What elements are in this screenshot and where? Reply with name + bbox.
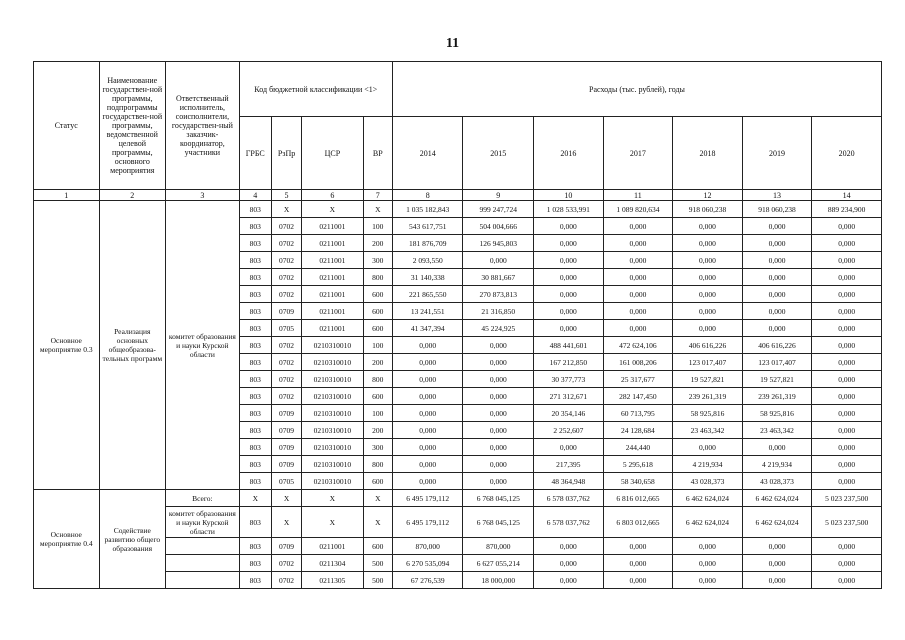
table-cell: 500 xyxy=(363,572,392,589)
table-cell: 0,000 xyxy=(534,286,604,303)
table-cell: 0702 xyxy=(271,555,301,572)
table-cell: 6 816 012,665 xyxy=(603,490,673,507)
table-cell: 6 578 037,762 xyxy=(534,507,604,538)
table-cell: 167 212,850 xyxy=(534,354,604,371)
table-cell: 406 616,226 xyxy=(742,337,812,354)
table-cell: 48 364,948 xyxy=(534,473,604,490)
header-year: 2019 xyxy=(742,117,812,190)
column-number-row xyxy=(34,190,882,201)
table-cell: 0210310010 xyxy=(302,456,364,473)
table-cell: 0702 xyxy=(271,252,301,269)
table-cell: 23 463,342 xyxy=(742,422,812,439)
table-cell: 0,000 xyxy=(392,473,463,490)
table-cell: 803 xyxy=(239,235,271,252)
table-cell: 31 140,338 xyxy=(392,269,463,286)
header-year: 2018 xyxy=(673,117,743,190)
header-grbs: ГРБС xyxy=(239,117,271,190)
table-cell: 0,000 xyxy=(463,456,534,473)
column-number-cell: 10 xyxy=(534,190,604,201)
table-cell: 488 441,601 xyxy=(534,337,604,354)
table-cell: 0,000 xyxy=(603,538,673,555)
table-cell: 161 008,206 xyxy=(603,354,673,371)
table-cell: 0709 xyxy=(271,538,301,555)
table-cell: 0,000 xyxy=(812,422,882,439)
table-cell: 0,000 xyxy=(392,405,463,422)
table-cell: 300 xyxy=(363,252,392,269)
table-cell: 0709 xyxy=(271,405,301,422)
header-name: Наименование государствен-ной программы, подпрограммы государствен-ной программы, ведомственной целевой программы, основного мероприятия xyxy=(99,62,166,190)
table-cell: 0,000 xyxy=(603,252,673,269)
table-cell: 2 093,550 xyxy=(392,252,463,269)
table-cell: 0,000 xyxy=(812,286,882,303)
empty-cell xyxy=(166,572,240,589)
table-cell: 0211305 xyxy=(302,572,364,589)
table-cell: 0709 xyxy=(271,422,301,439)
table-cell: 0,000 xyxy=(673,572,743,589)
table-cell: 0,000 xyxy=(463,405,534,422)
table-cell: 0,000 xyxy=(673,555,743,572)
table-cell: 600 xyxy=(363,286,392,303)
budget-expenses-table xyxy=(33,61,882,589)
column-number-cell: 3 xyxy=(166,190,240,201)
table-cell: 0,000 xyxy=(603,235,673,252)
table-cell: 0,000 xyxy=(534,538,604,555)
table-cell: 800 xyxy=(363,269,392,286)
table-cell: 870,000 xyxy=(392,538,463,555)
header-year: 2016 xyxy=(534,117,604,190)
table-cell: 0210310010 xyxy=(302,405,364,422)
empty-cell xyxy=(166,538,240,555)
table-cell: 0702 xyxy=(271,354,301,371)
table-cell: 0211001 xyxy=(302,303,364,320)
table-cell: 999 247,724 xyxy=(463,201,534,218)
table-cell: 0,000 xyxy=(812,303,882,320)
table-cell: 0,000 xyxy=(392,388,463,405)
table-cell: 100 xyxy=(363,337,392,354)
table-cell: 0211304 xyxy=(302,555,364,572)
table-cell: 0,000 xyxy=(534,555,604,572)
table-cell: 0,000 xyxy=(534,252,604,269)
table-cell: 543 617,751 xyxy=(392,218,463,235)
table-cell: 0,000 xyxy=(742,320,812,337)
table-row-total xyxy=(34,490,882,507)
table-cell: 2 252,607 xyxy=(534,422,604,439)
table-cell: 217,395 xyxy=(534,456,604,473)
table-cell: 0,000 xyxy=(812,456,882,473)
table-cell: 0,000 xyxy=(463,388,534,405)
table-cell: 803 xyxy=(239,252,271,269)
table-cell: 0,000 xyxy=(812,354,882,371)
table-cell: 0211001 xyxy=(302,320,364,337)
table-cell: 6 462 624,024 xyxy=(673,507,743,538)
table-cell: 0,000 xyxy=(534,303,604,320)
column-number-cell: 7 xyxy=(363,190,392,201)
table-cell: 20 354,146 xyxy=(534,405,604,422)
table-cell: 200 xyxy=(363,235,392,252)
total-label-cell: Всего: xyxy=(166,490,240,507)
table-cell: 0,000 xyxy=(603,320,673,337)
column-number-cell: 11 xyxy=(603,190,673,201)
table-cell: 0,000 xyxy=(534,218,604,235)
table-cell: 0702 xyxy=(271,269,301,286)
table-cell: 0,000 xyxy=(812,320,882,337)
table-cell: 0,000 xyxy=(534,439,604,456)
table-cell: 0,000 xyxy=(742,252,812,269)
table-cell: 126 945,803 xyxy=(463,235,534,252)
table-cell: 0702 xyxy=(271,388,301,405)
table-cell: 803 xyxy=(239,405,271,422)
page-number: 11 xyxy=(445,36,460,51)
table-cell: 6 462 624,024 xyxy=(742,507,812,538)
table-cell: 1 035 182,843 xyxy=(392,201,463,218)
table-cell: X xyxy=(363,201,392,218)
table-body xyxy=(34,201,882,589)
table-cell: 0,000 xyxy=(742,286,812,303)
column-number-cell: 4 xyxy=(239,190,271,201)
header-vr: ВР xyxy=(363,117,392,190)
header-budget-code: Код бюджетной классификации <1> xyxy=(239,62,392,117)
table-cell: 0,000 xyxy=(673,252,743,269)
table-cell: 239 261,319 xyxy=(673,388,743,405)
table-cell: 0,000 xyxy=(812,405,882,422)
table-cell: 0702 xyxy=(271,572,301,589)
table-cell: 0210310010 xyxy=(302,473,364,490)
table-cell: 803 xyxy=(239,371,271,388)
table-cell: 0,000 xyxy=(742,572,812,589)
column-number-cell: 9 xyxy=(463,190,534,201)
table-cell: 0,000 xyxy=(463,422,534,439)
table-cell: 803 xyxy=(239,218,271,235)
table-cell: 0,000 xyxy=(673,303,743,320)
table-cell: X xyxy=(302,507,364,538)
table-cell: 6 495 179,112 xyxy=(392,490,463,507)
table-cell: 5 023 237,500 xyxy=(812,490,882,507)
header-year: 2015 xyxy=(463,117,534,190)
table-cell: X xyxy=(363,507,392,538)
table-cell: 803 xyxy=(239,388,271,405)
table-cell: 21 316,850 xyxy=(463,303,534,320)
header-csr: ЦСР xyxy=(302,117,364,190)
table-cell: 244,440 xyxy=(603,439,673,456)
table-cell: 803 xyxy=(239,201,271,218)
header-expenses: Расходы (тыс. рублей), годы xyxy=(392,62,881,117)
column-number-cell: 14 xyxy=(812,190,882,201)
table-row xyxy=(34,201,882,218)
table-cell: X xyxy=(239,490,271,507)
table-cell: 0,000 xyxy=(603,555,673,572)
table-cell: 0,000 xyxy=(673,269,743,286)
table-cell: 0,000 xyxy=(603,286,673,303)
header-rzpr: РзПр xyxy=(271,117,301,190)
table-cell: 0,000 xyxy=(392,422,463,439)
table-cell: 0,000 xyxy=(463,371,534,388)
table-cell: 504 004,666 xyxy=(463,218,534,235)
table-cell: 6 768 045,125 xyxy=(463,490,534,507)
table-cell: 600 xyxy=(363,388,392,405)
table-cell: 24 128,684 xyxy=(603,422,673,439)
table-cell: 918 060,238 xyxy=(673,201,743,218)
table-cell: 0702 xyxy=(271,337,301,354)
table-cell: 0,000 xyxy=(463,354,534,371)
table-cell: 803 xyxy=(239,572,271,589)
table-cell: 19 527,821 xyxy=(742,371,812,388)
table-cell: 200 xyxy=(363,354,392,371)
column-number-cell: 1 xyxy=(34,190,100,201)
table-cell: 100 xyxy=(363,405,392,422)
table-cell: 803 xyxy=(239,538,271,555)
table-cell: 67 276,539 xyxy=(392,572,463,589)
table-cell: 58 340,658 xyxy=(603,473,673,490)
table-cell: 0,000 xyxy=(742,218,812,235)
header-year: 2014 xyxy=(392,117,463,190)
table-cell: 0,000 xyxy=(603,269,673,286)
table-cell: 0211001 xyxy=(302,252,364,269)
table-cell: 6 270 535,094 xyxy=(392,555,463,572)
table-cell: 60 713,795 xyxy=(603,405,673,422)
table-cell: 0709 xyxy=(271,456,301,473)
table-cell: 0211001 xyxy=(302,538,364,555)
table-cell: 0705 xyxy=(271,473,301,490)
table-cell: 803 xyxy=(239,422,271,439)
header-status: Статус xyxy=(34,62,100,190)
table-cell: 472 624,106 xyxy=(603,337,673,354)
table-cell: 0,000 xyxy=(534,320,604,337)
table-cell: 0,000 xyxy=(812,337,882,354)
table-cell: 803 xyxy=(239,456,271,473)
table-cell: 6 578 037,762 xyxy=(534,490,604,507)
table-cell: 0,000 xyxy=(673,286,743,303)
table-cell: 19 527,821 xyxy=(673,371,743,388)
table-cell: 0,000 xyxy=(812,555,882,572)
table-cell: 803 xyxy=(239,337,271,354)
table-cell: 0709 xyxy=(271,439,301,456)
table-cell: 0,000 xyxy=(742,555,812,572)
table-cell: 0210310010 xyxy=(302,354,364,371)
table-cell: 0,000 xyxy=(603,303,673,320)
table-cell: 0,000 xyxy=(673,218,743,235)
table-cell: 0211001 xyxy=(302,218,364,235)
column-number-cell: 8 xyxy=(392,190,463,201)
table-cell: 58 925,816 xyxy=(673,405,743,422)
column-number-cell: 13 xyxy=(742,190,812,201)
table-cell: 100 xyxy=(363,218,392,235)
table-cell: 0,000 xyxy=(812,371,882,388)
table-cell: 0,000 xyxy=(392,371,463,388)
table-cell: X xyxy=(271,201,301,218)
table-cell: 0211001 xyxy=(302,286,364,303)
table-cell: 0702 xyxy=(271,218,301,235)
table-cell: 0,000 xyxy=(812,473,882,490)
table-cell: 45 224,925 xyxy=(463,320,534,337)
table-cell: 406 616,226 xyxy=(673,337,743,354)
column-number-cell: 5 xyxy=(271,190,301,201)
table-cell: X xyxy=(363,490,392,507)
table-cell: 23 463,342 xyxy=(673,422,743,439)
table-cell: 6 768 045,125 xyxy=(463,507,534,538)
table-cell: 200 xyxy=(363,422,392,439)
table-cell: 803 xyxy=(239,303,271,320)
table-cell: 58 925,816 xyxy=(742,405,812,422)
table-cell: 43 028,373 xyxy=(742,473,812,490)
table-cell: 30 377,773 xyxy=(534,371,604,388)
status-cell: Основное мероприятие 0.4 xyxy=(34,490,100,589)
table-cell: 0709 xyxy=(271,303,301,320)
table-cell: 0,000 xyxy=(812,538,882,555)
program-name-cell: Содействие развитию общего образования xyxy=(99,490,166,589)
column-number-cell: 12 xyxy=(673,190,743,201)
table-cell: 282 147,450 xyxy=(603,388,673,405)
table-cell: 123 017,407 xyxy=(742,354,812,371)
table-cell: 0,000 xyxy=(812,439,882,456)
table-cell: 1 028 533,991 xyxy=(534,201,604,218)
table-cell: 500 xyxy=(363,555,392,572)
table-cell: 918 060,238 xyxy=(742,201,812,218)
table-cell: 0210310010 xyxy=(302,388,364,405)
table-cell: 0,000 xyxy=(812,572,882,589)
table-cell: 0,000 xyxy=(463,439,534,456)
table-cell: 803 xyxy=(239,439,271,456)
table-cell: X xyxy=(302,201,364,218)
table-cell: 0,000 xyxy=(463,337,534,354)
table-cell: 0702 xyxy=(271,235,301,252)
table-cell: 41 347,394 xyxy=(392,320,463,337)
table-cell: 6 462 624,024 xyxy=(742,490,812,507)
table-cell: 0705 xyxy=(271,320,301,337)
header-year: 2017 xyxy=(603,117,673,190)
table-cell: 0,000 xyxy=(392,439,463,456)
table-cell: 803 xyxy=(239,269,271,286)
table-cell: 600 xyxy=(363,320,392,337)
table-cell: 271 312,671 xyxy=(534,388,604,405)
table-cell: 181 876,709 xyxy=(392,235,463,252)
table-cell: 25 317,677 xyxy=(603,371,673,388)
table-cell: 800 xyxy=(363,456,392,473)
responsible-cell: комитет образования и науки Курской области xyxy=(166,201,240,490)
table-cell: 270 873,813 xyxy=(463,286,534,303)
table-cell: 0,000 xyxy=(742,538,812,555)
table-cell: 4 219,934 xyxy=(673,456,743,473)
table-cell: 4 219,934 xyxy=(742,456,812,473)
table-cell: 0,000 xyxy=(812,235,882,252)
empty-cell xyxy=(166,555,240,572)
table-cell: 0210310010 xyxy=(302,337,364,354)
column-number-cell: 6 xyxy=(302,190,364,201)
table-cell: 803 xyxy=(239,473,271,490)
table-cell: 0,000 xyxy=(534,269,604,286)
table-cell: 803 xyxy=(239,354,271,371)
table-cell: 600 xyxy=(363,303,392,320)
table-cell: 0,000 xyxy=(392,456,463,473)
table-cell: 13 241,551 xyxy=(392,303,463,320)
table-cell: 870,000 xyxy=(463,538,534,555)
table-cell: 600 xyxy=(363,473,392,490)
table-cell: 30 881,667 xyxy=(463,269,534,286)
table-cell: 0,000 xyxy=(742,439,812,456)
table-cell: 6 803 012,665 xyxy=(603,507,673,538)
table-cell: 123 017,407 xyxy=(673,354,743,371)
table-cell: X xyxy=(302,490,364,507)
table-cell: 0702 xyxy=(271,286,301,303)
table-cell: 0702 xyxy=(271,371,301,388)
table-cell: 0,000 xyxy=(673,538,743,555)
responsible-cell: комитет образования и науки Курской области xyxy=(166,507,240,538)
table-cell: 0,000 xyxy=(673,320,743,337)
table-cell: 300 xyxy=(363,439,392,456)
table-cell: 0,000 xyxy=(463,252,534,269)
table-cell: 0,000 xyxy=(742,269,812,286)
table-cell: 0,000 xyxy=(534,572,604,589)
table-cell: 0,000 xyxy=(673,439,743,456)
table-cell: 0,000 xyxy=(392,354,463,371)
status-cell: Основное мероприятие 0.3 xyxy=(34,201,100,490)
table-cell: 0,000 xyxy=(603,218,673,235)
table-cell: 0210310010 xyxy=(302,439,364,456)
table-cell: 889 234,900 xyxy=(812,201,882,218)
table-cell: 0210310010 xyxy=(302,422,364,439)
table-cell: 803 xyxy=(239,286,271,303)
column-number-cell: 2 xyxy=(99,190,166,201)
table-cell: 0210310010 xyxy=(302,371,364,388)
table-cell: 800 xyxy=(363,371,392,388)
table-cell: 0,000 xyxy=(812,388,882,405)
table-cell: 6 462 624,024 xyxy=(673,490,743,507)
table-cell: 0,000 xyxy=(742,235,812,252)
table-cell: 6 627 055,214 xyxy=(463,555,534,572)
table-cell: 803 xyxy=(239,320,271,337)
table-cell: X xyxy=(271,490,301,507)
table-cell: 0,000 xyxy=(392,337,463,354)
table-cell: 803 xyxy=(239,507,271,538)
table-cell: 221 865,550 xyxy=(392,286,463,303)
table-cell: 1 089 820,634 xyxy=(603,201,673,218)
table-cell: 0,000 xyxy=(463,473,534,490)
table-cell: 600 xyxy=(363,538,392,555)
table-cell: 0211001 xyxy=(302,269,364,286)
header-responsible: Ответственный исполнитель, соисполнители, государствен-ный заказчик-координатор, участники xyxy=(166,62,240,190)
table-cell: 803 xyxy=(239,555,271,572)
table-cell: 18 000,000 xyxy=(463,572,534,589)
table-cell: 0,000 xyxy=(673,235,743,252)
table-cell: 5 023 237,500 xyxy=(812,507,882,538)
table-cell: 43 028,373 xyxy=(673,473,743,490)
table-cell: 0211001 xyxy=(302,235,364,252)
table-cell: 0,000 xyxy=(812,218,882,235)
table-cell: 6 495 179,112 xyxy=(392,507,463,538)
header-year: 2020 xyxy=(812,117,882,190)
table-cell: 0,000 xyxy=(812,252,882,269)
table-cell: 239 261,319 xyxy=(742,388,812,405)
table-cell: 5 295,618 xyxy=(603,456,673,473)
program-name-cell: Реализация основных общеобразова-тельных программ xyxy=(99,201,166,490)
table-cell: 0,000 xyxy=(603,572,673,589)
table-cell: 0,000 xyxy=(742,303,812,320)
table-cell: 0,000 xyxy=(534,235,604,252)
table-cell: 0,000 xyxy=(812,269,882,286)
table-cell: X xyxy=(271,507,301,538)
